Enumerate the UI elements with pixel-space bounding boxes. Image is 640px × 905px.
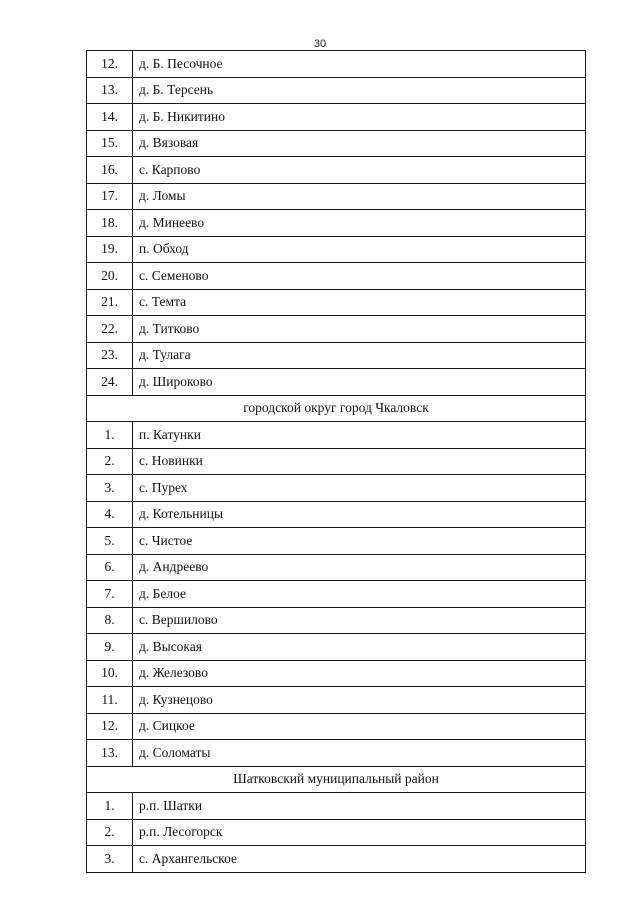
section-header-row — [87, 395, 586, 422]
settlement-name: п. Обход — [133, 236, 586, 263]
settlement-name: с. Новинки — [133, 448, 586, 475]
page-number: 30 — [313, 38, 327, 50]
table-row — [87, 104, 586, 131]
row-number: 10. — [87, 660, 133, 687]
row-number: 12. — [87, 51, 133, 78]
table-row — [87, 528, 586, 555]
table-row — [87, 422, 586, 449]
section-title: городской округ город Чкаловск — [87, 395, 586, 422]
settlements-table — [86, 50, 586, 873]
table-row — [87, 369, 586, 396]
table-row — [87, 183, 586, 210]
row-number: 3. — [87, 846, 133, 873]
row-number: 15. — [87, 130, 133, 157]
table-row — [87, 289, 586, 316]
row-number: 13. — [87, 740, 133, 767]
row-number: 20. — [87, 263, 133, 290]
settlement-name: с. Семеново — [133, 263, 586, 290]
row-number: 9. — [87, 634, 133, 661]
row-number: 23. — [87, 342, 133, 369]
settlement-name: д. Ломы — [133, 183, 586, 210]
table-row — [87, 77, 586, 104]
table-row — [87, 793, 586, 820]
row-number: 4. — [87, 501, 133, 528]
settlement-name: д. Б. Песочное — [133, 51, 586, 78]
settlement-name: с. Вершилово — [133, 607, 586, 634]
row-number: 12. — [87, 713, 133, 740]
row-number: 16. — [87, 157, 133, 184]
table-row — [87, 554, 586, 581]
settlement-name: р.п. Шатки — [133, 793, 586, 820]
settlement-name: д. Высокая — [133, 634, 586, 661]
row-number: 21. — [87, 289, 133, 316]
row-number: 14. — [87, 104, 133, 131]
row-number: 1. — [87, 422, 133, 449]
row-number: 1. — [87, 793, 133, 820]
row-number: 7. — [87, 581, 133, 608]
row-number: 2. — [87, 448, 133, 475]
settlement-name: с. Архангельское — [133, 846, 586, 873]
settlements-table-body — [87, 51, 586, 873]
table-row — [87, 316, 586, 343]
table-row — [87, 51, 586, 78]
row-number: 18. — [87, 210, 133, 237]
table-row — [87, 130, 586, 157]
settlement-name: д. Б. Никитино — [133, 104, 586, 131]
table-row — [87, 157, 586, 184]
row-number: 5. — [87, 528, 133, 555]
settlement-name: д. Кузнецово — [133, 687, 586, 714]
settlement-name: п. Катунки — [133, 422, 586, 449]
settlement-name: д. Андреево — [133, 554, 586, 581]
row-number: 17. — [87, 183, 133, 210]
row-number: 11. — [87, 687, 133, 714]
settlement-name: с. Пурех — [133, 475, 586, 502]
table-row — [87, 660, 586, 687]
table-row — [87, 210, 586, 237]
settlement-name: д. Белое — [133, 581, 586, 608]
table-row — [87, 819, 586, 846]
table-row — [87, 263, 586, 290]
settlement-name: д. Тулага — [133, 342, 586, 369]
settlement-name: д. Котельницы — [133, 501, 586, 528]
row-number: 19. — [87, 236, 133, 263]
settlement-name: д. Титково — [133, 316, 586, 343]
table-row — [87, 236, 586, 263]
table-row — [87, 448, 586, 475]
row-number: 13. — [87, 77, 133, 104]
row-number: 24. — [87, 369, 133, 396]
table-row — [87, 581, 586, 608]
table-row — [87, 687, 586, 714]
settlement-name: д. Железово — [133, 660, 586, 687]
settlement-name: р.п. Лесогорск — [133, 819, 586, 846]
table-row — [87, 713, 586, 740]
table-row — [87, 501, 586, 528]
table-row — [87, 342, 586, 369]
settlement-name: с. Темта — [133, 289, 586, 316]
settlement-name: д. Соломаты — [133, 740, 586, 767]
settlement-name: с. Карпово — [133, 157, 586, 184]
settlement-name: д. Вязовая — [133, 130, 586, 157]
row-number: 2. — [87, 819, 133, 846]
settlement-name: с. Чистое — [133, 528, 586, 555]
table-row — [87, 607, 586, 634]
table-row — [87, 634, 586, 661]
row-number: 22. — [87, 316, 133, 343]
table-row — [87, 846, 586, 873]
section-title: Шатковский муниципальный район — [87, 766, 586, 793]
settlement-name: д. Минеево — [133, 210, 586, 237]
settlement-name: д. Широково — [133, 369, 586, 396]
settlement-name: д. Сицкое — [133, 713, 586, 740]
table-row — [87, 740, 586, 767]
row-number: 6. — [87, 554, 133, 581]
row-number: 3. — [87, 475, 133, 502]
row-number: 8. — [87, 607, 133, 634]
table-row — [87, 475, 586, 502]
section-header-row — [87, 766, 586, 793]
settlement-name: д. Б. Терсень — [133, 77, 586, 104]
